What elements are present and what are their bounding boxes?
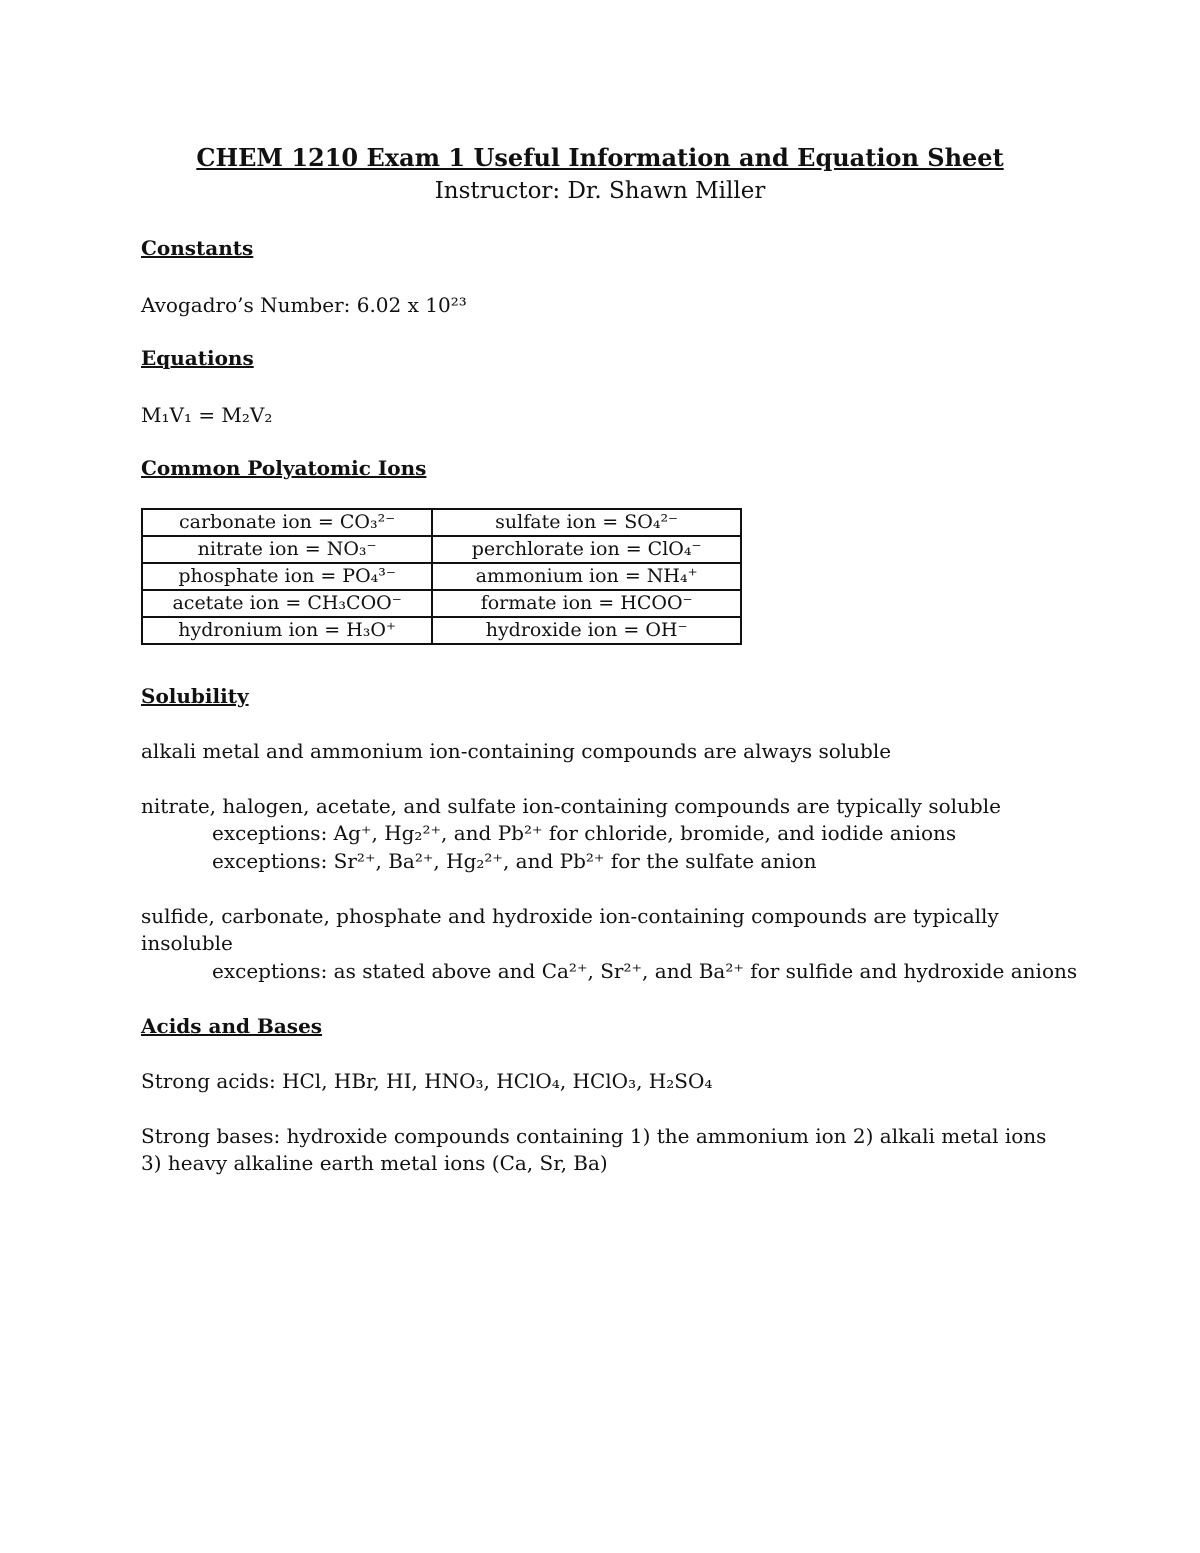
solubility-rule-2-exception-2: exceptions: Sr²⁺, Ba²⁺, Hg₂²⁺, and Pb²⁺ for the sulfate anion xyxy=(212,849,817,873)
solubility-rule-2: nitrate, halogen, acetate, and sulfate ion-containing compounds are typically soluble xyxy=(141,794,1001,818)
table-row xyxy=(142,536,741,563)
table-cell: nitrate ion = NO₃⁻ xyxy=(142,536,432,563)
constants-heading: Constants xyxy=(141,236,254,260)
table-cell: formate ion = HCOO⁻ xyxy=(432,590,741,617)
table-cell: sulfate ion = SO₄²⁻ xyxy=(432,509,741,536)
table-row xyxy=(142,617,741,644)
acids-bases-heading: Acids and Bases xyxy=(141,1014,323,1038)
page-title: CHEM 1210 Exam 1 Useful Information and Equation Sheet xyxy=(196,143,1004,172)
ions-heading: Common Polyatomic Ions xyxy=(141,456,427,480)
solubility-rule-3-exception: exceptions: as stated above and Ca²⁺, Sr²⁺, and Ba²⁺ for sulfide and hydroxide anions xyxy=(212,959,1078,983)
table-cell: hydronium ion = H₃O⁺ xyxy=(142,617,432,644)
table-cell: phosphate ion = PO₄³⁻ xyxy=(142,563,432,590)
solubility-rule-3: sulfide, carbonate, phosphate and hydroxide ion-containing compounds are typically xyxy=(141,904,999,928)
equations-heading: Equations xyxy=(141,346,254,370)
strong-acids: Strong acids: HCl, HBr, HI, HNO₃, HClO₄, HClO₃, H₂SO₄ xyxy=(141,1069,713,1093)
table-cell: acetate ion = CH₃COO⁻ xyxy=(142,590,432,617)
table-cell: hydroxide ion = OH⁻ xyxy=(432,617,741,644)
solubility-rule-3-cont: insoluble xyxy=(141,931,233,955)
avogadro-number: Avogadro’s Number: 6.02 x 10²³ xyxy=(141,293,467,317)
strong-bases-cont: 3) heavy alkaline earth metal ions (Ca, Sr, Ba) xyxy=(141,1151,608,1175)
solubility-rule-2-exception-1: exceptions: Ag⁺, Hg₂²⁺, and Pb²⁺ for chloride, bromide, and iodide anions xyxy=(212,821,957,845)
table-row xyxy=(142,563,741,590)
table-row xyxy=(142,590,741,617)
table-cell: carbonate ion = CO₃²⁻ xyxy=(142,509,432,536)
table-row xyxy=(142,509,741,536)
dilution-equation: M₁V₁ = M₂V₂ xyxy=(141,403,273,427)
strong-bases: Strong bases: hydroxide compounds containing 1) the ammonium ion 2) alkali metal ions xyxy=(141,1124,1047,1148)
instructor-subtitle: Instructor: Dr. Shawn Miller xyxy=(434,178,766,204)
polyatomic-ions-table xyxy=(141,508,742,645)
solubility-heading: Solubility xyxy=(141,684,249,708)
table-cell: ammonium ion = NH₄⁺ xyxy=(432,563,741,590)
solubility-rule-1: alkali metal and ammonium ion-containing compounds are always soluble xyxy=(141,739,892,763)
table-cell: perchlorate ion = ClO₄⁻ xyxy=(432,536,741,563)
